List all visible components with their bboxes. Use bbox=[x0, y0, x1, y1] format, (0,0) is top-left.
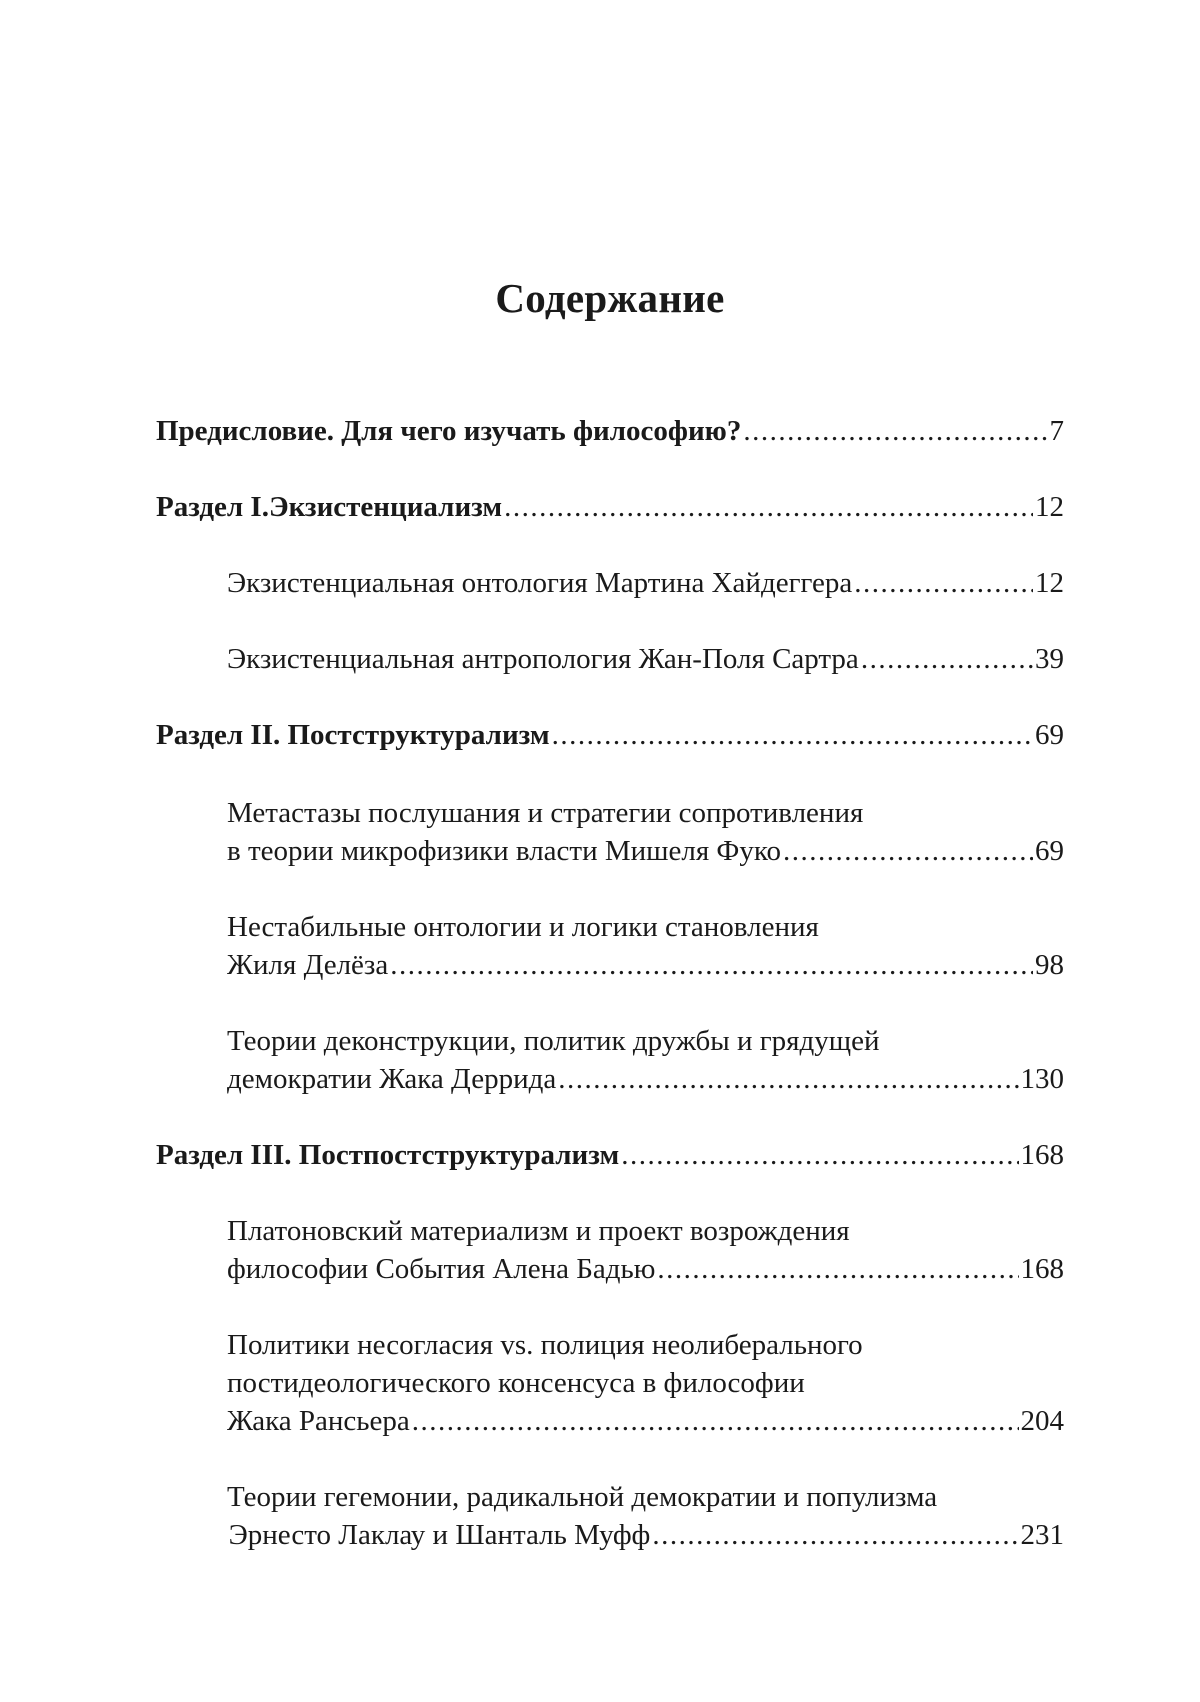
toc-entry-title-line: в теории микрофизики власти Мишеля Фуко bbox=[227, 835, 781, 867]
toc-page-number: 39 bbox=[1035, 643, 1064, 675]
toc-entry-title-line: философии События Алена Бадью bbox=[227, 1253, 656, 1285]
toc-entry-title: Раздел I.Экзистенциализм bbox=[156, 491, 503, 523]
toc-page-number: 130 bbox=[1020, 1063, 1064, 1095]
toc-page-number: 7 bbox=[1049, 415, 1064, 447]
toc-entry-title-line: Жиля Делёза bbox=[227, 949, 389, 981]
dot-leader bbox=[552, 716, 1033, 754]
page-title: Содержание bbox=[495, 275, 725, 321]
toc-entry-title-line: Эрнесто Лаклау и Шанталь Муфф bbox=[228, 1519, 651, 1551]
toc-entry-title-line: Теории гегемонии, радикальной демократии и популизма bbox=[227, 1481, 938, 1513]
dot-leader bbox=[504, 488, 1033, 526]
toc-entry-heidegger bbox=[227, 564, 1064, 602]
toc-entry-sartre bbox=[227, 640, 1064, 678]
dot-leader bbox=[621, 1136, 1018, 1174]
toc-entry-title: Экзистенциальная онтология Мартина Хайдеггера bbox=[227, 567, 853, 599]
toc-entry-title-line: Платоновский материализм и проект возрождения bbox=[227, 1215, 850, 1247]
toc-entry-deleuze bbox=[227, 908, 1064, 984]
dot-leader bbox=[783, 832, 1033, 870]
toc-entry-derrida bbox=[227, 1022, 1064, 1098]
toc-page-number: 12 bbox=[1035, 491, 1064, 523]
toc-entry-title: Экзистенциальная антропология Жан-Поля Сартра bbox=[227, 643, 859, 675]
toc-page-number: 168 bbox=[1020, 1253, 1064, 1285]
dot-leader bbox=[652, 1516, 1018, 1554]
toc-entry-preface bbox=[156, 412, 1064, 450]
toc-entry-title-line: Политики несогласия vs. полиция неолиберального bbox=[227, 1329, 863, 1361]
toc-page-number: 69 bbox=[1035, 719, 1064, 751]
toc-entry-title-line: Нестабильные онтологии и логики становления bbox=[227, 911, 819, 943]
toc-page-number: 168 bbox=[1020, 1139, 1064, 1171]
toc-entry-section-3 bbox=[156, 1136, 1064, 1174]
dot-leader bbox=[861, 640, 1033, 678]
toc-entry-ranciere bbox=[227, 1326, 1064, 1440]
toc-entry-title: Предисловие. Для чего изучать философию? bbox=[156, 415, 742, 447]
toc-page-number: 12 bbox=[1035, 567, 1064, 599]
dot-leader bbox=[412, 1402, 1019, 1440]
toc-entry-title: Раздел II. Постструктурализм bbox=[156, 719, 550, 751]
toc-entry-title-line: постидеологического консенсуса в философии bbox=[227, 1367, 805, 1399]
toc-entry-title-line: Жака Рансьера bbox=[227, 1405, 410, 1437]
toc-page-number: 231 bbox=[1020, 1519, 1064, 1551]
dot-leader bbox=[558, 1060, 1018, 1098]
toc-entry-section-2 bbox=[156, 716, 1064, 754]
toc-entry-badiou bbox=[227, 1212, 1064, 1288]
dot-leader bbox=[743, 412, 1047, 450]
dot-leader bbox=[854, 564, 1033, 602]
toc-page-number: 69 bbox=[1035, 835, 1064, 867]
dot-leader bbox=[657, 1250, 1018, 1288]
toc-page-number: 204 bbox=[1020, 1405, 1064, 1437]
toc-entry-foucault bbox=[227, 794, 1064, 870]
toc-entry-section-1 bbox=[156, 488, 1064, 526]
toc-entry-title-line: демократии Жака Деррида bbox=[227, 1063, 557, 1095]
toc-entry-title-line: Теории деконструкции, политик дружбы и грядущей bbox=[227, 1025, 880, 1057]
toc-entry-laclau-mouffe bbox=[227, 1478, 1064, 1554]
toc-entry-title-line: Метастазы послушания и стратегии сопротивления bbox=[227, 797, 864, 829]
toc-entry-title: Раздел III. Постпостструктурализм bbox=[156, 1139, 620, 1171]
dot-leader bbox=[390, 946, 1033, 984]
toc-page-number: 98 bbox=[1035, 949, 1064, 981]
